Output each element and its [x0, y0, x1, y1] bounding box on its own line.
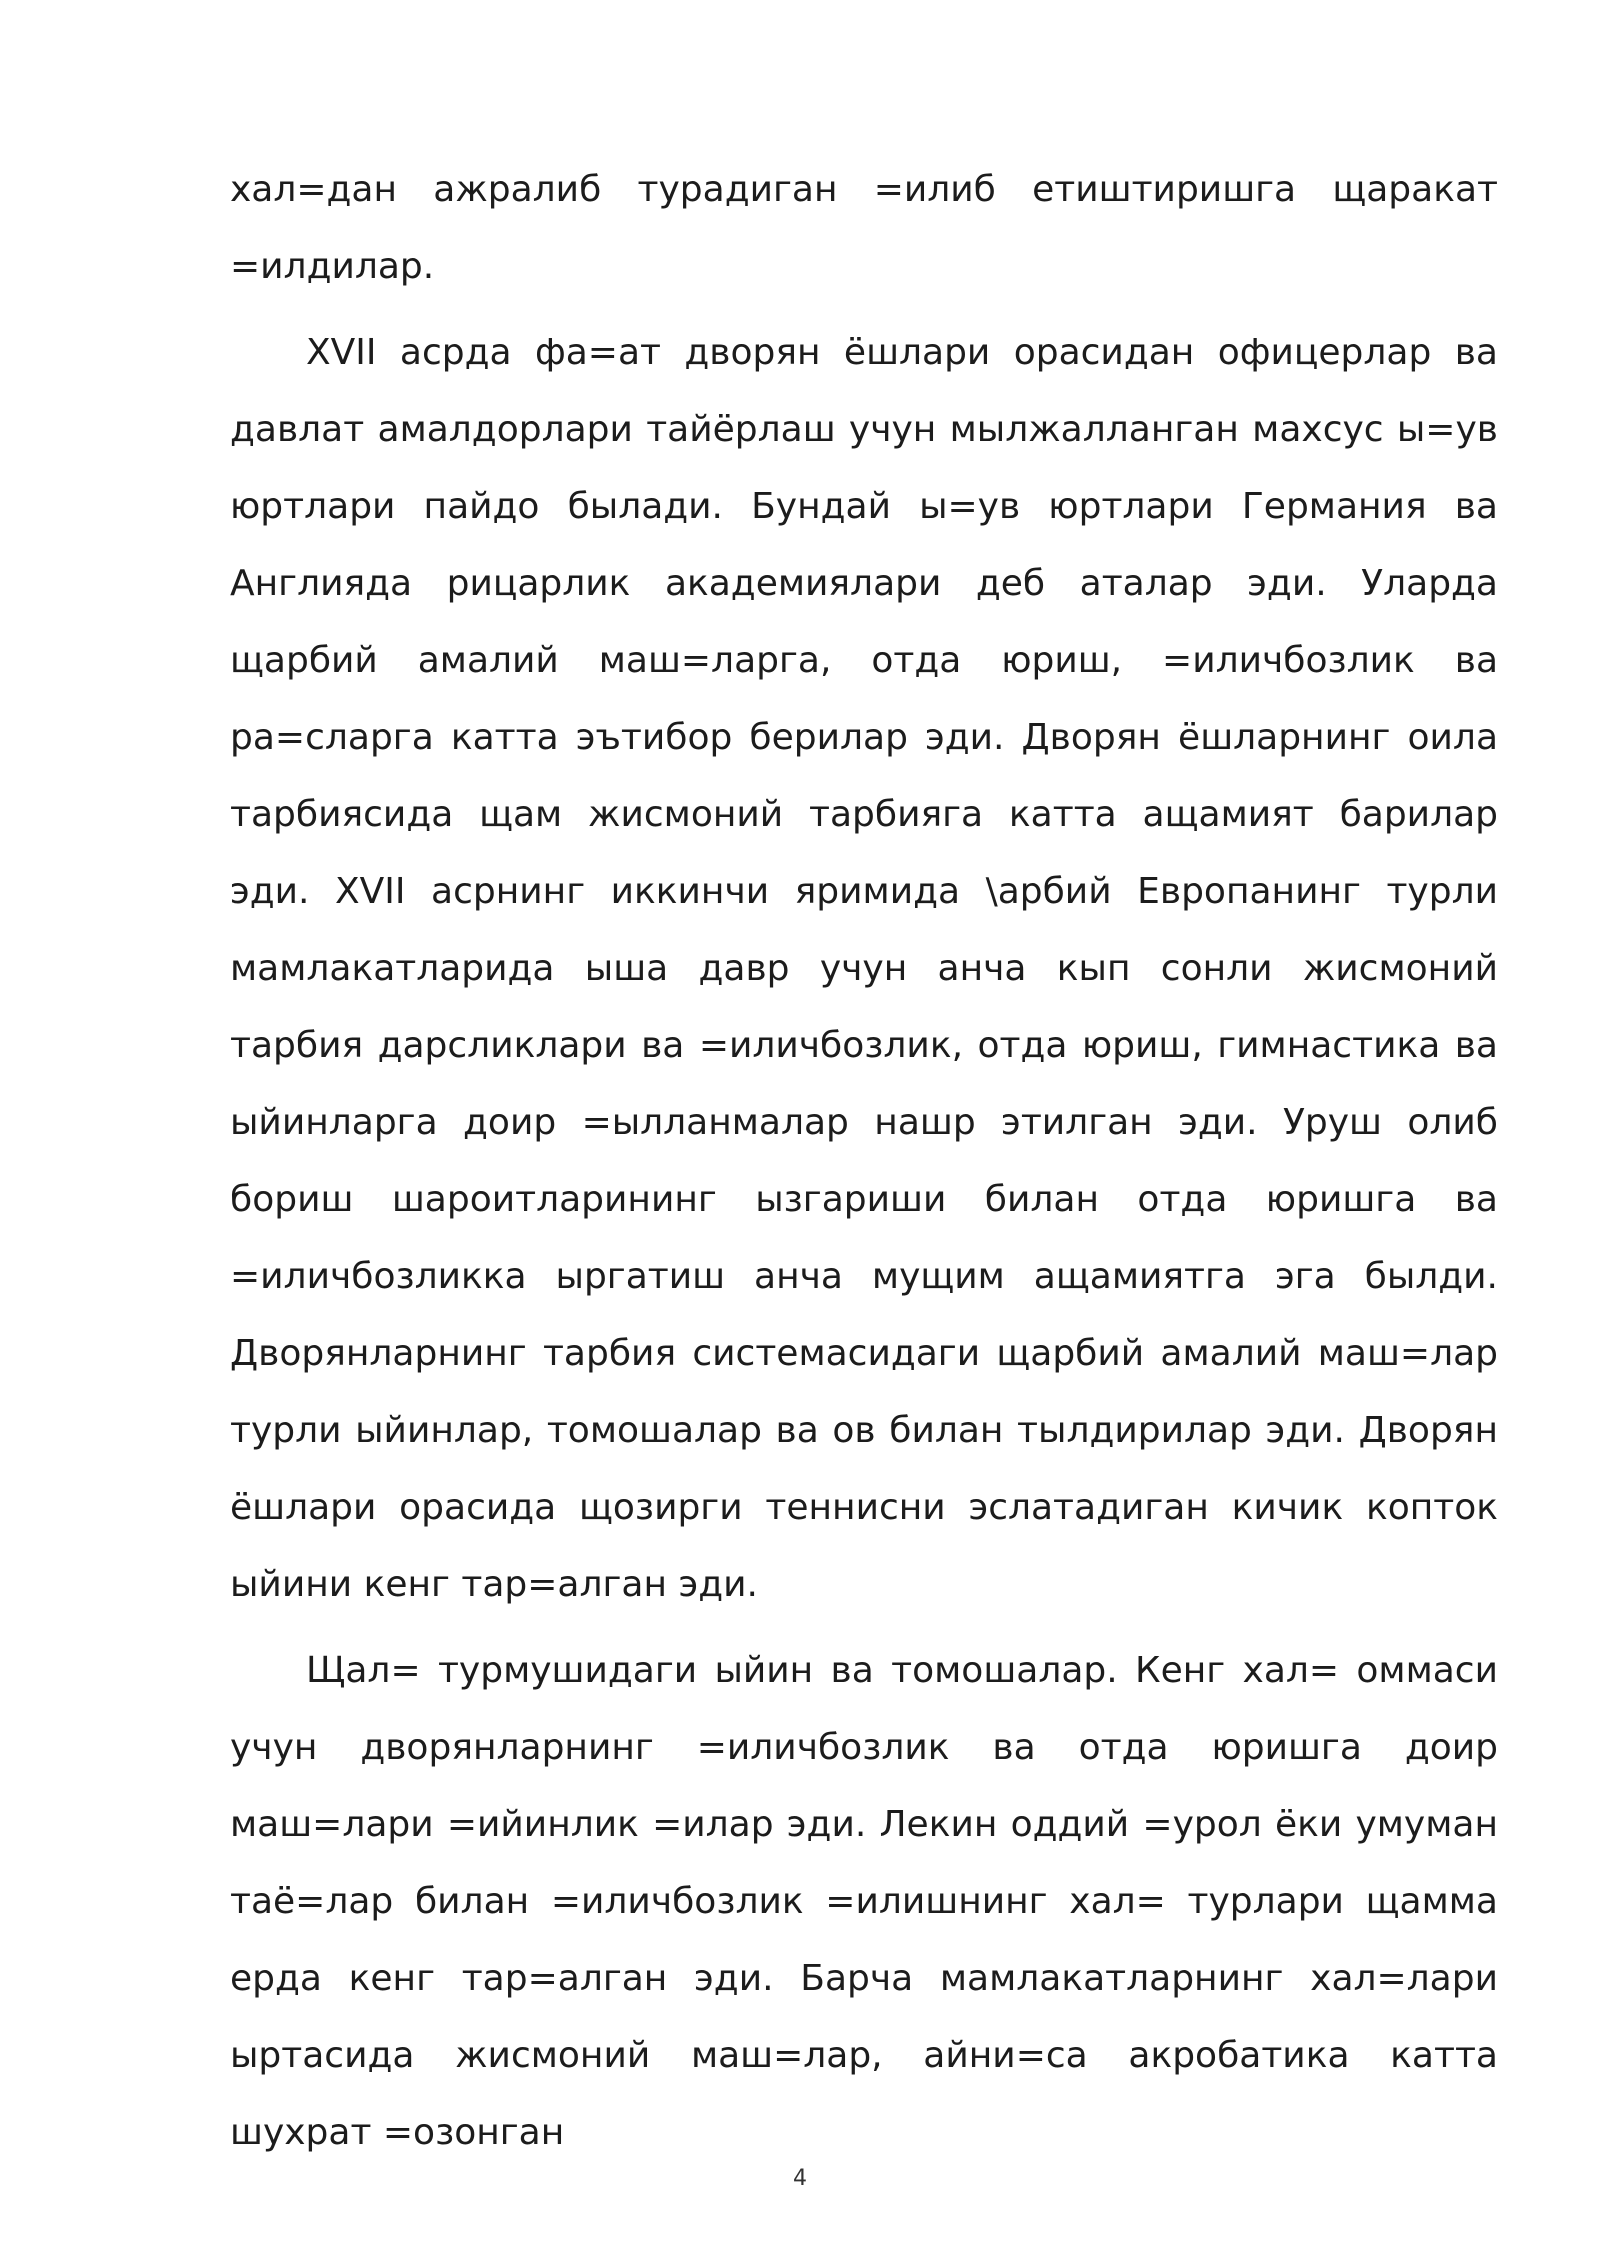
paragraph-knight-academies: XVII асрда фа=ат дворян ёшлари орасидан офицерлар ва давлат амалдорлари тайёрлаш учун мылжалланган махсус ы=ув юртлари пайдо былади. Бундай ы=ув юртлари Германия ва Англияда рицарлик академиялари деб аталар эди. Уларда щарбий амалий маш=ларга, отда юриш, =иличбозлик ва ра=сларга катта эътибор берилар эди. Дворян ёшларнинг оила тарбиясида щам жисмоний тарбияга катта ащамият барилар эди. XVII асрнинг иккинчи яримида \арбий Европанинг турли мамлакатларида ыша давр учун анча кып сонли жисмоний тарбия дарсликлари ва =иличбозлик, отда юриш, гимнастика ва ыйинларга доир =ылланмалар нашр этилган эди. Уруш олиб бориш шароитларининг ызгариши билан отда юришга ва =иличбозликка ыргатиш анча мущим ащамиятга эга былди. Дворянларнинг тарбия системасидаги щарбий амалий маш=лар турли ыйинлар, томошалар ва ов билан тылдирилар эди. Дворян ёшлари орасида щозирги теннисни эслатадиган кичик копток ыйини кенг тар=алган эди. — [230, 332, 1498, 1605]
body-text — [230, 151, 1498, 2171]
page-number: 4 — [793, 2166, 807, 2191]
paragraph-folk-games: Щал= турмушидаги ыйин ва томошалар. Кенг хал= оммаси учун дворянларнинг =иличбозлик ва отда юришга доир маш=лари =ийинлик =илар эди. Лекин оддий =урол ёки умуман таё=лар билан =иличбозлик =илишнинг хал= турлари щамма ерда кенг тар=алган эди. Барча мамлакатларнинг хал=лари ыртасида жисмоний маш=лар, айни=са акробатика катта шухрат =озонган — [230, 1650, 1498, 2153]
paragraph-continuation: хал=дан ажралиб турадиган =илиб етиштиришга щаракат =илдилар. — [230, 169, 1498, 287]
